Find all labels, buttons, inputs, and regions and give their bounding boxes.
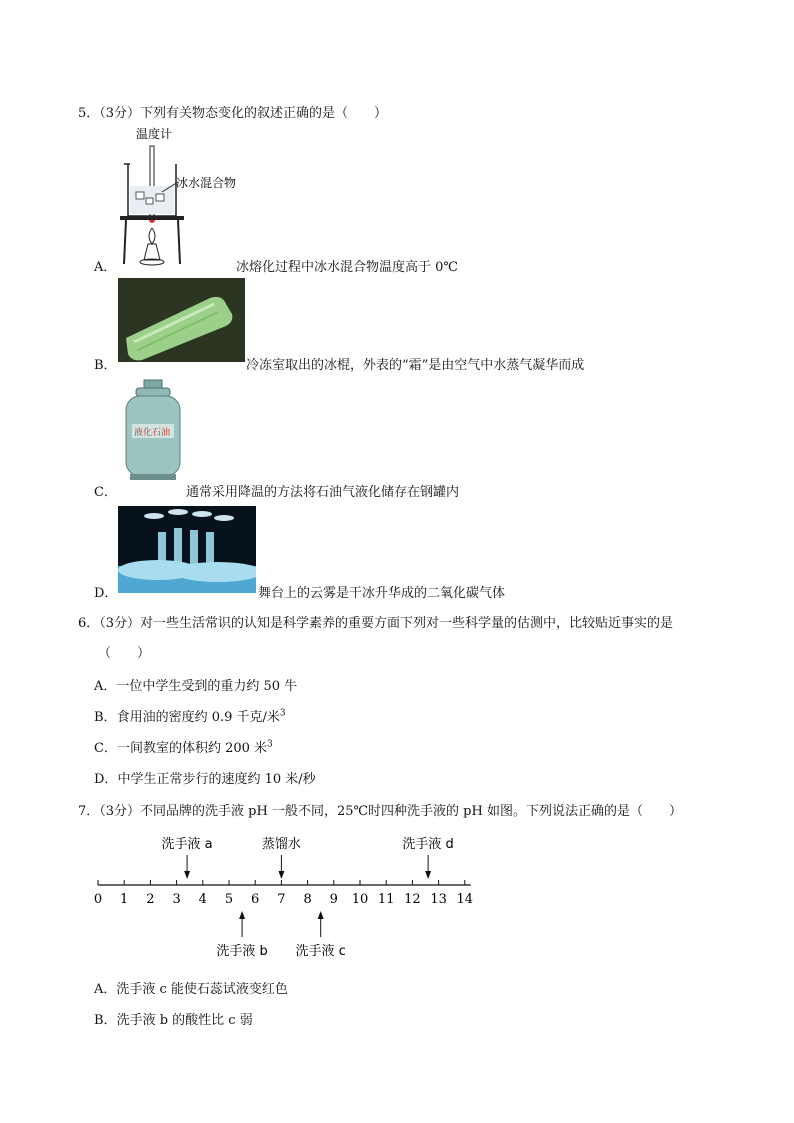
ph-marker-label: 洗手液 c	[295, 944, 346, 959]
ph-tick-label: 4	[198, 892, 207, 907]
ph-marker-arrowhead	[239, 911, 245, 919]
q7-option-a	[94, 978, 288, 997]
q6-option-a-letter: A．	[94, 679, 117, 694]
ph-marker-label: 蒸馏水	[261, 837, 301, 852]
ph-tick-label: 13	[430, 892, 447, 907]
stage-fog-photo	[118, 506, 256, 593]
ph-tick-label: 2	[146, 892, 155, 907]
ph-tick-label: 10	[351, 892, 369, 907]
q6-option-d-text: 中学生正常步行的速度约 10 米/秒	[117, 772, 316, 787]
q6-option-a-text: 一位中学生受到的重力约 50 牛	[116, 679, 298, 694]
q5-option-b-letter: B．	[94, 358, 117, 373]
ph-tick-label: 11	[377, 892, 395, 907]
q6-option-c	[94, 737, 273, 756]
q6-option-d	[94, 768, 316, 787]
ph-tick-label: 3	[172, 892, 181, 907]
ph-scale-diagram	[90, 828, 490, 962]
q5-option-a-letter: A．	[94, 260, 117, 275]
ph-tick-label: 5	[224, 892, 234, 907]
q5-option-b-text: 冷冻室取出的冰棍，外表的“霜”是由空气中水蒸气凝华而成	[246, 358, 585, 373]
q6-option-b	[94, 706, 286, 725]
q6-option-d-letter: D．	[94, 772, 118, 787]
q5-option-a-text: 冰熔化过程中冰水混合物温度高于 0℃	[236, 260, 458, 275]
gas-cylinder-photo	[118, 378, 188, 484]
ph-marker-label: 洗手液 b	[216, 944, 268, 959]
ph-tick-label: 12	[404, 892, 421, 907]
q7-option-b-letter: B．	[94, 1013, 117, 1028]
q6-option-c-text: 一间教室的体积约 200 米	[116, 741, 268, 756]
q5-option-d-text: 舞台上的云雾是干冰升华成的二氧化碳气体	[258, 586, 506, 601]
mixture-label: 冰水混合物	[176, 176, 237, 190]
popsicle-photo	[118, 278, 245, 362]
ph-tick-label: 8	[303, 892, 312, 907]
ph-tick-label: 14	[456, 892, 474, 907]
ph-marker-arrowhead	[184, 871, 190, 879]
q7-option-a-letter: A．	[94, 982, 117, 997]
ph-tick-label: 6	[251, 892, 260, 907]
ph-tick-label: 7	[277, 892, 286, 907]
thermometer-label: 温度计	[136, 127, 173, 141]
q7-option-a-text: 洗手液 c 能使石蕊试液变红色	[116, 982, 288, 997]
q6-option-b-text: 食用油的密度约 0.9 千克/米	[116, 710, 280, 725]
ph-tick-label: 1	[120, 892, 129, 907]
q6-option-b-letter: B．	[94, 710, 117, 725]
ph-tick-label: 9	[329, 892, 338, 907]
ph-marker-label: 洗手液 a	[161, 837, 213, 852]
beaker-apparatus-figure	[118, 124, 258, 270]
q5-option-c-letter: C．	[94, 485, 117, 500]
q5-option-c-text: 通常采用降温的方法将石油气液化储存在钢罐内	[186, 485, 460, 500]
ph-marker-arrowhead	[278, 871, 284, 879]
q6-option-c-sup: 3	[267, 739, 273, 750]
q6-option-c-letter: C．	[94, 741, 117, 756]
q7-option-b-text: 洗手液 b 的酸性比 c 弱	[116, 1013, 253, 1028]
svg-text:液化石油: 液化石油	[134, 428, 171, 438]
q5-option-d-letter: D．	[94, 586, 118, 601]
q6-option-b-sup: 3	[279, 708, 286, 719]
ph-marker-arrowhead	[425, 871, 431, 879]
q5-stem: 5．（3分）下列有关物态变化的叙述正确的是（ ）	[78, 106, 388, 121]
q7-stem: 7．（3分）不同品牌的洗手液 pH 一般不同，25℃时四种洗手液的 pH 如图。下列说法正确的是（ ）	[78, 804, 682, 819]
ph-marker-arrowhead	[318, 911, 324, 919]
q6-stem: 6．（3分）对一些生活常识的认知是科学素养的重要方面下列对一些科学量的估测中，比较贴近事实的是	[78, 616, 674, 631]
q7-option-b	[94, 1009, 253, 1028]
ph-tick-label: 0	[93, 892, 103, 907]
ph-marker-label: 洗手液 d	[402, 837, 454, 852]
q6-stem-blank: （ ）	[98, 646, 151, 661]
q6-option-a	[94, 675, 297, 694]
